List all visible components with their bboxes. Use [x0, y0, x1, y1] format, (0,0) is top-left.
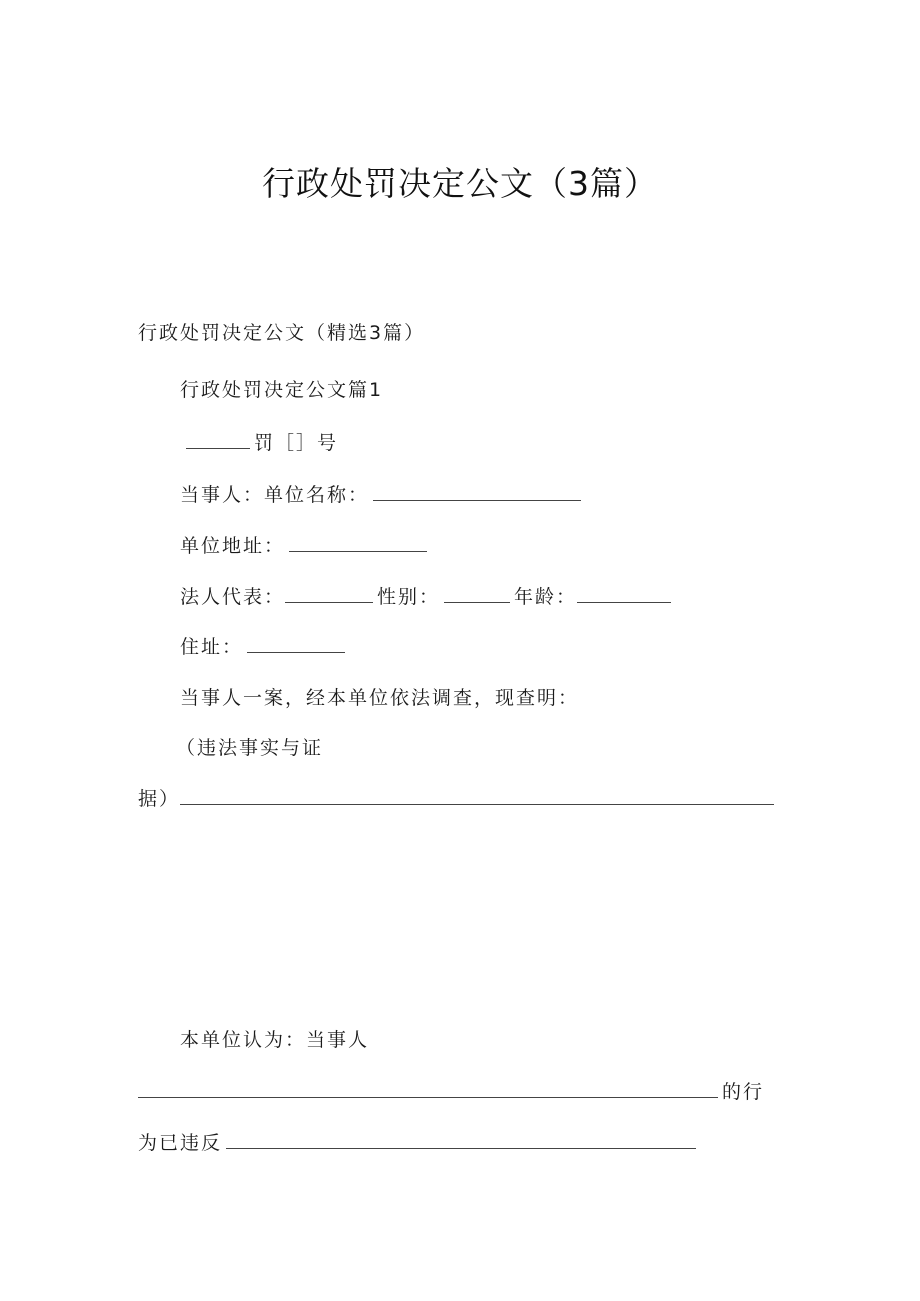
facts-label-line2: 据） — [138, 788, 181, 810]
behavior-suffix: 的行 — [722, 1081, 765, 1103]
facts-line — [138, 786, 778, 811]
violation-prefix: 为已违反 — [138, 1132, 223, 1154]
behavior-line — [138, 1079, 764, 1104]
unit-address-blank[interactable] — [289, 533, 427, 552]
legal-rep-line — [180, 584, 675, 609]
facts-label-line1: （违法事实与证 — [176, 737, 324, 759]
violation-line — [138, 1130, 700, 1155]
unit-address-label: 单位地址： — [180, 535, 286, 557]
section-heading: 行政处罚决定公文篇1 — [180, 379, 384, 401]
gender-label: 性别： — [377, 586, 441, 608]
document-subtitle: 行政处罚决定公文（精选3篇） — [138, 322, 426, 344]
unit-address-line — [180, 533, 431, 558]
gender-blank[interactable] — [444, 584, 510, 603]
party-unit-line — [180, 482, 585, 507]
unit-name-blank[interactable] — [373, 482, 581, 501]
legal-rep-blank[interactable] — [285, 584, 373, 603]
residence-label: 住址： — [180, 636, 244, 658]
document-title: 行政处罚决定公文（3篇） — [262, 164, 658, 203]
violation-blank[interactable] — [226, 1130, 696, 1149]
party-unit-label: 当事人：单位名称： — [180, 484, 370, 506]
residence-line — [180, 634, 349, 659]
residence-blank[interactable] — [247, 634, 345, 653]
case-intro: 当事人一案，经本单位依法调查，现查明： — [180, 687, 580, 709]
finding-intro: 本单位认为：当事人 — [180, 1029, 370, 1051]
age-blank[interactable] — [577, 584, 671, 603]
age-label: 年龄： — [514, 586, 578, 608]
doc-number-line — [186, 430, 338, 455]
doc-number-suffix: 罚［］号 — [254, 432, 339, 454]
facts-blank[interactable] — [180, 786, 774, 805]
behavior-blank[interactable] — [138, 1079, 718, 1098]
doc-number-blank[interactable] — [186, 430, 250, 449]
legal-rep-label: 法人代表： — [180, 586, 286, 608]
